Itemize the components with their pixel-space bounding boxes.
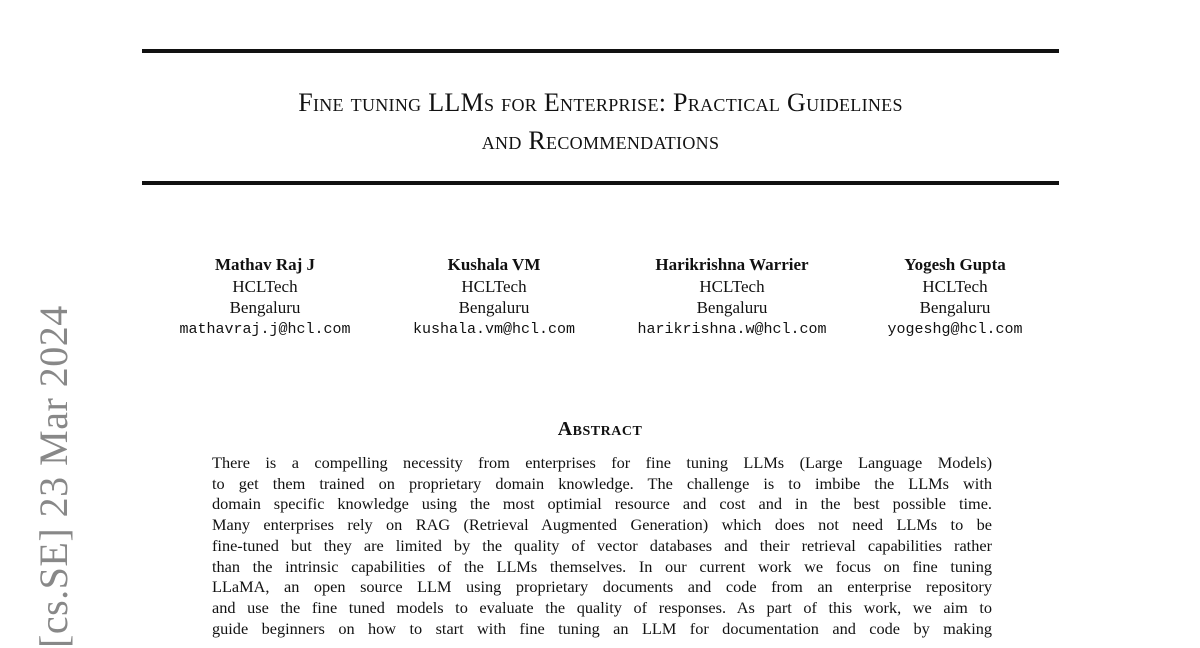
author-name: Kushala VM (447, 255, 541, 274)
author-name: Yogesh Gupta (904, 255, 1006, 274)
author-block (857, 254, 1053, 340)
author-name: Harikrishna Warrier (655, 255, 809, 274)
author-affiliation: HCLTech (461, 276, 527, 296)
abstract-line: to get them trained on proprietary domain knowledge. The challenge is to imbibe the LLMs with (212, 473, 992, 493)
author-city: Bengaluru (919, 298, 991, 317)
author-block (165, 254, 365, 340)
abstract-line: domain specific knowledge using the most optimial resource and cost and in the best possible time. (212, 494, 992, 514)
author-affiliation: HCLTech (232, 276, 298, 296)
abstract-heading: Abstract (557, 418, 643, 440)
abstract-line: Many enterprises rely on RAG (Retrieval Augmented Generation) which does not need LLMs to be (212, 515, 992, 535)
abstract-body (212, 453, 992, 639)
title-top-rule (142, 49, 1059, 53)
author-email[interactable]: harikrishna.w@hcl.com (637, 320, 827, 338)
author-city: Bengaluru (696, 298, 768, 317)
author-block (617, 254, 847, 340)
author-email[interactable]: yogeshg@hcl.com (887, 320, 1023, 338)
abstract-line: than the intrinsic capabilities of the LLMs themselves. In our current work we focus on fine tuning (212, 556, 992, 576)
author-email[interactable]: kushala.vm@hcl.com (412, 320, 576, 338)
title-bottom-rule (142, 181, 1059, 185)
abstract-line: guide beginners on how to start with fine tuning an LLM for documentation and code by making (212, 618, 992, 638)
author-city: Bengaluru (458, 298, 530, 317)
title-line-2: and Recommendations (481, 126, 720, 155)
arxiv-identifier-stamp: [cs.SE] 23 Mar 2024 (31, 305, 76, 648)
abstract-line: fine-tuned but they are limited by the quality of vector databases and their retrieval capabilities rather (212, 535, 992, 555)
author-affiliation: HCLTech (922, 276, 988, 296)
author-city: Bengaluru (229, 298, 301, 317)
abstract-line: LLaMA, an open source LLM using proprietary documents and code from an enterprise repository (212, 577, 992, 597)
abstract-line: and use the fine tuned models to evaluate the quality of responses. As part of this work, we aim to (212, 597, 992, 617)
author-email[interactable]: mathavraj.j@hcl.com (179, 320, 351, 338)
abstract-line: There is a compelling necessity from enterprises for fine tuning LLMs (Large Language Models) (212, 453, 992, 472)
title-line-1: Fine tuning LLMs for Enterprise: Practical Guidelines (298, 88, 903, 117)
author-block (394, 254, 594, 340)
author-name: Mathav Raj J (214, 255, 316, 274)
author-affiliation: HCLTech (699, 276, 765, 296)
paper-title (142, 84, 1059, 160)
